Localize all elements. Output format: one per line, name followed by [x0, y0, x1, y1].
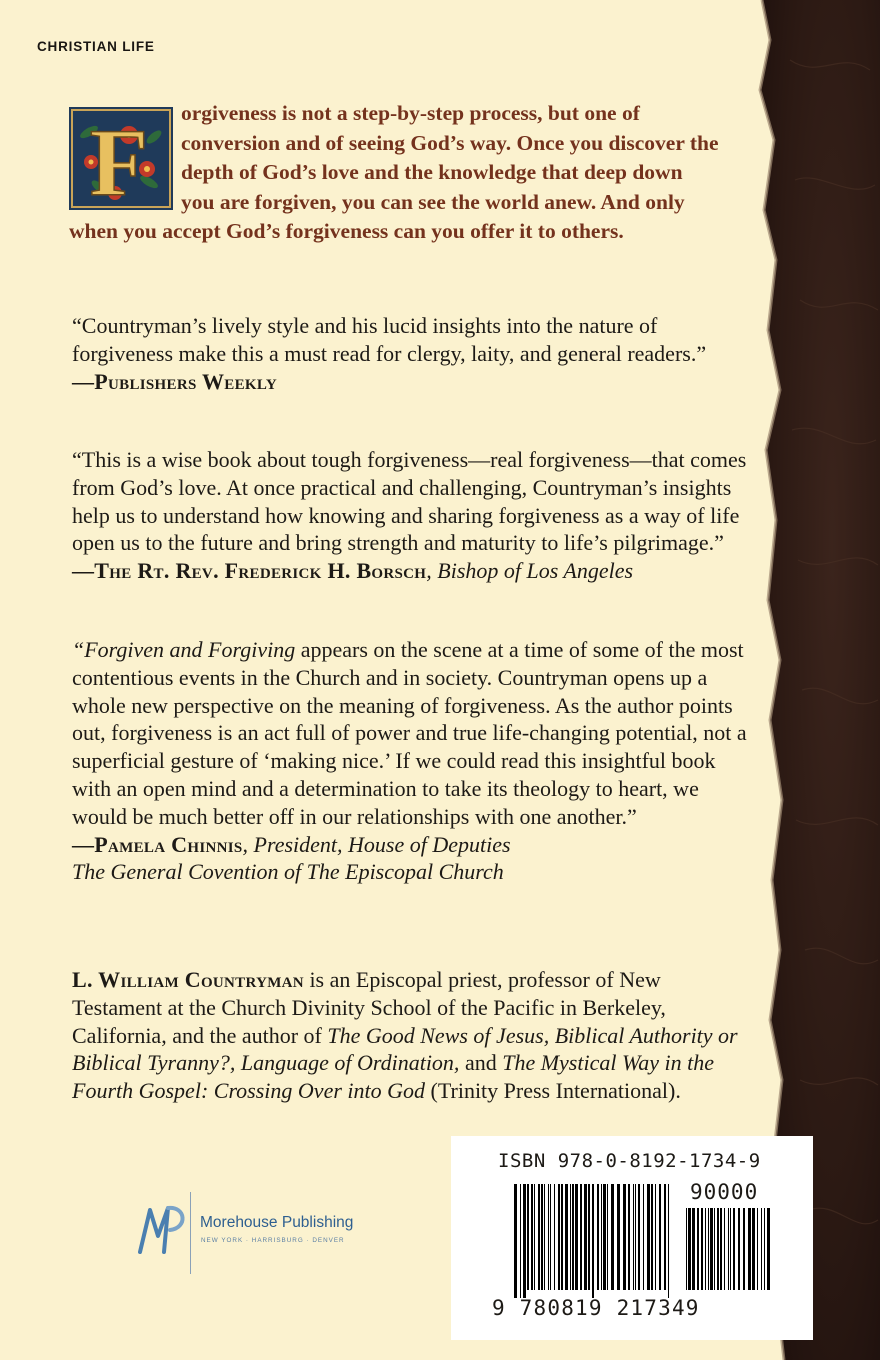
- barcode-bar: [523, 1184, 526, 1298]
- barcode-bar: [724, 1208, 725, 1290]
- barcode-bar: [617, 1184, 620, 1290]
- barcode-bar: [584, 1184, 587, 1290]
- barcode-bar: [728, 1208, 729, 1290]
- review-source: —Publishers Weekly: [72, 368, 277, 394]
- barcode-bar: [548, 1184, 549, 1290]
- barcode-bar: [520, 1184, 521, 1298]
- barcode-bar: [733, 1208, 735, 1290]
- barcode-bar: [570, 1184, 571, 1290]
- barcode-bar: [633, 1184, 634, 1290]
- publisher-cities: NEW YORK · HARRISBURG · DENVER: [201, 1237, 345, 1244]
- barcode-bar: [686, 1208, 687, 1290]
- barcode-bar: [544, 1184, 545, 1290]
- barcode-bar: [554, 1184, 555, 1290]
- barcode-bar: [527, 1184, 529, 1290]
- publisher-logo-icon: [134, 1200, 192, 1260]
- barcode-bar: [752, 1208, 755, 1290]
- barcode-bar: [705, 1208, 706, 1290]
- barcode-bar: [561, 1184, 563, 1290]
- barcode-bar: [638, 1184, 640, 1290]
- barcode-bar: [514, 1184, 517, 1298]
- review-quote: appears on the scene at a time of some of the most contentious events in the Church and in society. Countryman opens up a whole new perspective on the meaning of forgiveness. As the author points out, forgiveness is an act full of power and true life-changing potential, not a superficial gesture of ‘making nice.’ If we could read this insightful book with an open mind and a determination to take its theology to heart, we would be much better off in our relationships with one another.”: [72, 637, 747, 829]
- barcode-bar: [607, 1184, 608, 1290]
- barcode-bar: [659, 1184, 661, 1290]
- barcode-bar: [738, 1208, 740, 1290]
- review-book-title: “Forgiven and Forgiving: [72, 637, 296, 662]
- author-bio: L. William Countryman is an Episcopal priest, professor of New Testament at the Church Divinity School of the Pacific in Berkeley, California, and the author of The Good News of Jesus, Biblical Authority or Biblical Tyranny?, Language of Ordination, and The Mystical Way in the Fourth Gospel: Crossing Over into God (Trinity Press International).: [72, 967, 738, 1104]
- barcode-bar: [580, 1184, 582, 1290]
- barcode-bar: [655, 1184, 656, 1290]
- barcode-bar: [541, 1184, 543, 1290]
- review-chinnis: [72, 636, 752, 886]
- barcode-bar: [708, 1208, 709, 1290]
- barcode-bar: [647, 1184, 650, 1290]
- category-label: CHRISTIAN LIFE: [37, 39, 155, 54]
- barcode-bar: [601, 1184, 602, 1290]
- barcode-bar: [575, 1184, 578, 1290]
- review-borsch: [72, 446, 752, 585]
- dropcap-letter: F: [89, 109, 149, 210]
- barcode-bar: [764, 1208, 765, 1290]
- intro-text: orgiveness is not a step-by-step process, but one of conversion and of seeing God’s way. Once you discover the depth of God’s love and the knowledge that deep down you are forgiven, you can see the world anew. And only when you accept God’s forgiveness can you offer it to others.: [69, 101, 719, 244]
- barcode-bar: [692, 1208, 695, 1290]
- barcode-bar: [761, 1208, 762, 1290]
- author-book: The Mystical Way in the Fourth Gospel: Crossing Over into God: [72, 1050, 715, 1104]
- barcode-bar: [730, 1208, 731, 1290]
- barcode-bar: [588, 1184, 590, 1290]
- barcode-bar: [717, 1208, 719, 1290]
- barcode-bar: [603, 1184, 606, 1290]
- barcode-bar: [748, 1208, 751, 1290]
- barcode-bar: [643, 1184, 644, 1290]
- barcode-bar: [767, 1208, 770, 1290]
- barcode-bar: [635, 1184, 636, 1290]
- review-source-title: , President, House of Deputies: [242, 831, 511, 857]
- barcode-bar: [720, 1208, 722, 1290]
- publisher-divider: [190, 1192, 191, 1274]
- barcode-bar: [597, 1184, 599, 1290]
- review-source: —Pamela Chinnis: [72, 831, 243, 857]
- barcode-bar: [550, 1184, 551, 1290]
- intro-paragraph: [69, 99, 719, 247]
- review-source-title: , Bishop of Los Angeles: [426, 558, 634, 584]
- barcode-bar: [668, 1184, 669, 1298]
- barcode-bar: [664, 1184, 666, 1290]
- barcode-bar: [592, 1184, 594, 1298]
- author-name: L. William Countryman: [72, 967, 304, 992]
- author-books: The Good News of Jesus, Biblical Authority or Biblical Tyranny?, Language of Ordination,: [72, 1022, 738, 1076]
- barcode-bar: [757, 1208, 758, 1290]
- barcode-bar: [531, 1184, 533, 1290]
- publisher-name: Morehouse Publishing: [200, 1214, 354, 1231]
- barcode-bar: [688, 1208, 691, 1290]
- ean-digits: 9 780819 217349: [492, 1296, 700, 1320]
- barcode-bar: [743, 1208, 745, 1290]
- barcode-bar: [623, 1184, 626, 1290]
- barcode-bar: [710, 1208, 713, 1290]
- review-quote: “Countryman’s lively style and his lucid insights into the nature of forgiveness make this a must read for clergy, laity, and general readers.”: [72, 313, 707, 366]
- barcode-bar: [651, 1184, 653, 1290]
- review-quote: “This is a wise book about tough forgiveness—real forgiveness—that comes from God’s love. At once practical and challenging, Countryman’s insights help us to understand how knowing and sharing forgiveness as a way of life open us to the future and bring strength and maturity to life’s pilgrimage.”: [72, 447, 747, 556]
- isbn-label: ISBN 978-0-8192-1734-9: [498, 1150, 761, 1172]
- barcode-bar: [628, 1184, 630, 1290]
- barcode-bar: [534, 1184, 535, 1290]
- review-source: —The Rt. Rev. Frederick H. Borsch: [72, 558, 427, 584]
- barcode-bar: [697, 1208, 699, 1290]
- price-code: 90000: [690, 1180, 759, 1204]
- barcode-bar: [538, 1184, 540, 1290]
- barcode-bar: [558, 1184, 560, 1290]
- price-barcode-icon: [686, 1208, 770, 1298]
- barcode-bar: [565, 1184, 568, 1290]
- barcode-bar: [572, 1184, 574, 1290]
- barcode-bar: [714, 1208, 715, 1290]
- barcode-bar: [611, 1184, 614, 1290]
- review-source-title-2: The General Covention of The Episcopal Church: [72, 859, 504, 885]
- review-publishers-weekly: [72, 312, 752, 395]
- ean-barcode-icon: [514, 1184, 672, 1298]
- barcode-bar: [701, 1208, 703, 1290]
